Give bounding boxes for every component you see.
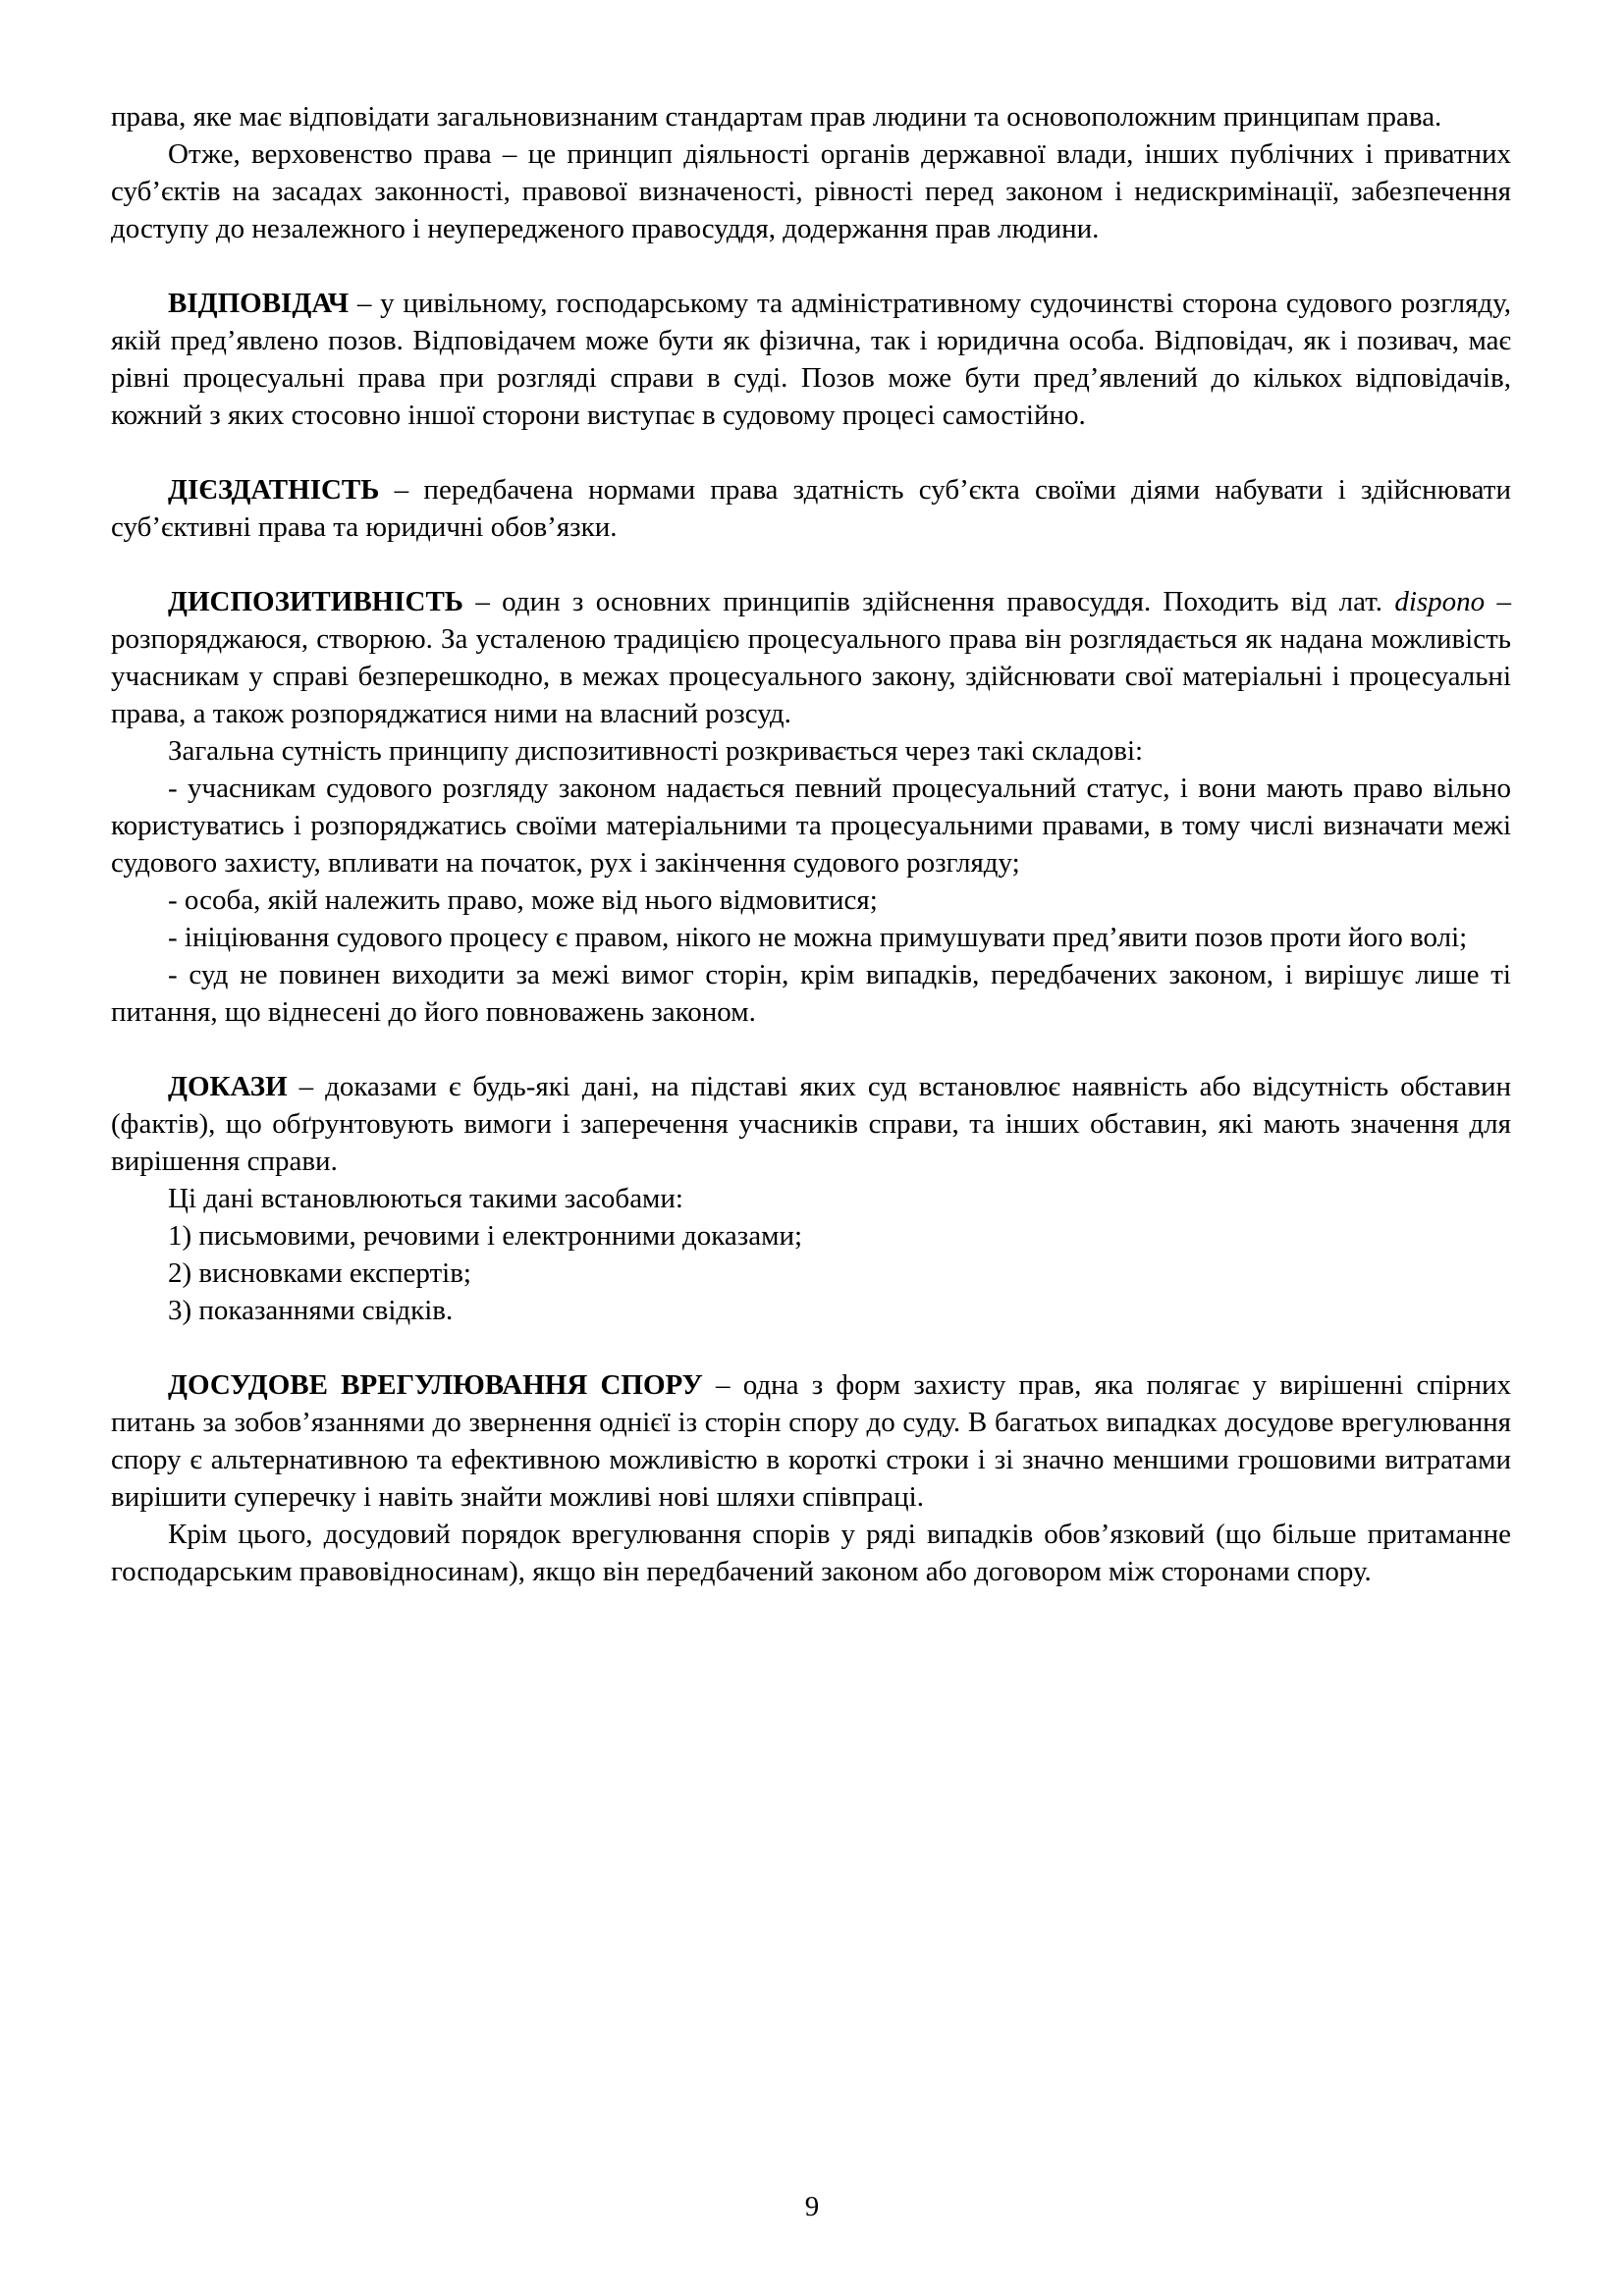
list-item-dash: - особа, якій належить право, може від нього відмовитися; bbox=[168, 884, 878, 916]
page-number: 9 bbox=[804, 2191, 820, 2222]
glossary-definition: – передбачена нормами права здатність суб’єкта своїми діями набувати і здійснювати суб’єктивні права та юридичні обов’язки. bbox=[111, 474, 1511, 543]
latin-term: dispono bbox=[1394, 586, 1486, 617]
glossary-definition: – одна з форм захисту прав, яка полягає у вирішенні спірних питань за зобов’язаннями до звернення однієї із сторін спору до суду. В багатьох випадках досудове врегулювання спору є альтернативною та ефективною можливістю в короткі строки і зі значно меншими грошовими витратами вирішити суперечку і навіть знайти можливі нові шляхи співпраці. bbox=[111, 1369, 1512, 1513]
glossary-definition-part-a: – один з основних принципів здійснення правосуддя. Походить від лат. bbox=[462, 586, 1395, 617]
list-item-dash: - учасникам судового розгляду законом надається певний процесуальний статус, і вони мають право вільно користуватись і розпоряджатись своїми матеріальними та процесуальними правами, в тому числі визначати межі судового захисту, впливати на початок, рух і закінчення судового розгляду; bbox=[111, 773, 1511, 879]
paragraph-dokazy-means-intro: Ці дані встановлюються такими засобами: bbox=[168, 1183, 683, 1214]
glossary-entry-dispozytyvnist bbox=[111, 583, 1511, 732]
glossary-entry-vidpovidach bbox=[111, 285, 1511, 434]
glossary-term: ДОСУДОВЕ ВРЕГУЛЮВАННЯ СПОРУ bbox=[168, 1369, 703, 1401]
list-item-numbered: 2) висновками експертів; bbox=[168, 1257, 471, 1289]
page-content bbox=[111, 98, 1511, 1590]
paragraph-dispozytyvnist-intro: Загальна сутність принципу диспозитивності розкривається через такі складові: bbox=[168, 735, 1144, 767]
list-item-dash: - суд не повинен виходити за межі вимог сторін, крім випадків, передбачених законом, і вирішує лише ті питання, що віднесені до його повноважень законом. bbox=[111, 959, 1511, 1028]
glossary-entry-diezdatnist bbox=[111, 471, 1511, 546]
glossary-term: ДИСПОЗИТИВНІСТЬ bbox=[168, 586, 463, 617]
glossary-definition: – у цивільному, господарському та адміністративному судочинстві сторона судового розгляду, якій пред’явлено позов. Відповідачем може бути як фізична, так і юридична особа. Відповідач, як і позивач, має рівні процесуальні права при розгляді справи в суді. Позов може бути пред’явлений до кількох відповідачів, кожний з яких стосовно іншої сторони виступає в судовому процесі самостійно. bbox=[111, 288, 1511, 431]
list-item-numbered: 3) показаннями свідків. bbox=[168, 1295, 454, 1326]
glossary-term: ДОКАЗИ bbox=[168, 1071, 288, 1102]
paragraph-rule-of-law-summary: Отже, верховенство права – це принцип діяльності органів державної влади, інших публічних і приватних суб’єктів на засадах законності, правової визначеності, рівності перед законом і недискримінації, забезпечення доступу до незалежного і неупередженого правосуддя, додержання прав людини. bbox=[111, 138, 1511, 244]
glossary-definition-part-b: – розпоряджаюся, створюю. За усталеною традицією процесуального права він розглядається як надана можливість учасникам у справі безперешкодно, в межах процесуального закону, здійснювати свої матеріальні і процесуальні права, а також розпоряджатися ними на власний розсуд. bbox=[111, 586, 1512, 729]
page-footer bbox=[0, 2188, 1624, 2225]
list-item-dash: - ініціювання судового процесу є правом, нікого не можна примушувати пред’явити позов проти його волі; bbox=[168, 922, 1468, 953]
paragraph-dosudove-additional: Крім цього, досудовий порядок врегулювання спорів у ряді випадків обов’язковий (що більше притаманне господарським правовідносинам), якщо він передбачений законом або договором між сторонами спору. bbox=[111, 1519, 1511, 1587]
glossary-entry-dokazy bbox=[111, 1068, 1511, 1180]
glossary-term: ДІЄЗДАТНІСТЬ bbox=[168, 474, 380, 506]
paragraph-continuation: права, яке має відповідати загальновизнаним стандартам прав людини та основоположним принципам права. bbox=[111, 101, 1442, 133]
glossary-term: ВІДПОВІДАЧ bbox=[168, 288, 350, 319]
glossary-definition: – доказами є будь-які дані, на підставі яких суд встановлює наявність або відсутність обставин (фактів), що обґрунтовують вимоги і заперечення учасників справи, та інших обставин, які мають значення для вирішення справи. bbox=[111, 1071, 1511, 1177]
glossary-entry-dosudove-vreguluvannya bbox=[111, 1366, 1511, 1516]
list-item-numbered: 1) письмовими, речовими і електронними доказами; bbox=[168, 1220, 803, 1252]
